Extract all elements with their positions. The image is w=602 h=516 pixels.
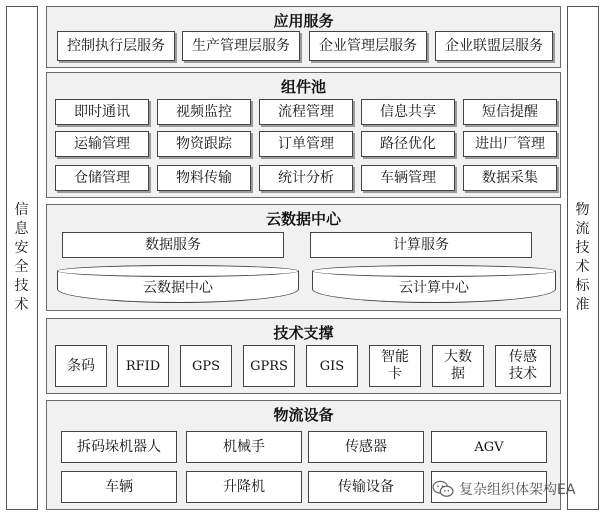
equipment-item: 拆码垛机器人 bbox=[61, 431, 177, 463]
watermark-text: 复杂组织体架构EA bbox=[459, 482, 576, 498]
app-service-item: 企业管理层服务 bbox=[309, 31, 427, 61]
side-label-char: 安 bbox=[14, 240, 30, 256]
tech-item: 智能 卡 bbox=[369, 345, 421, 387]
side-label-char: 标 bbox=[575, 278, 591, 294]
layer-application-services bbox=[46, 6, 561, 68]
side-label-char: 流 bbox=[575, 221, 591, 237]
layer-title: 云数据中心 bbox=[265, 210, 341, 228]
component-item: 即时通讯 bbox=[55, 99, 149, 125]
side-label-char: 技 bbox=[575, 240, 591, 256]
side-label-char: 技 bbox=[14, 278, 30, 294]
component-item: 路径优化 bbox=[361, 131, 455, 157]
tech-item: GPRS bbox=[243, 345, 295, 387]
cylinder-label: 云计算中心 bbox=[399, 279, 469, 296]
left-panel-info-security bbox=[6, 6, 38, 510]
tech-item: GIS bbox=[306, 345, 358, 387]
component-item: 物料传输 bbox=[157, 165, 251, 191]
tech-item: 大数 据 bbox=[432, 345, 484, 387]
layer-cloud-data-center bbox=[46, 204, 561, 311]
app-service-item: 企业联盟层服务 bbox=[435, 31, 553, 61]
side-label-char: 术 bbox=[14, 297, 30, 313]
component-item: 流程管理 bbox=[259, 99, 353, 125]
component-item: 仓储管理 bbox=[55, 165, 149, 191]
component-item: 物资跟踪 bbox=[157, 131, 251, 157]
tech-item: 传感 技术 bbox=[495, 345, 551, 387]
component-item: 运输管理 bbox=[55, 131, 149, 157]
layer-title: 技术支撑 bbox=[273, 324, 334, 342]
side-label-char: 准 bbox=[575, 297, 591, 313]
equipment-item: AGV bbox=[431, 431, 547, 463]
layer-technical-support bbox=[46, 318, 561, 394]
left-panel-label bbox=[7, 201, 37, 315]
equipment-item: 车辆 bbox=[61, 471, 177, 503]
compute-service-box: 计算服务 bbox=[310, 232, 532, 258]
cylinder-label: 云数据中心 bbox=[143, 279, 213, 296]
tech-item: RFID bbox=[117, 345, 169, 387]
layer-component-pool bbox=[46, 72, 561, 198]
right-panel-label bbox=[568, 201, 598, 315]
layer-title: 应用服务 bbox=[273, 12, 334, 30]
component-item: 数据采集 bbox=[463, 165, 557, 191]
side-label-char: 全 bbox=[14, 259, 30, 275]
equipment-item: 机械手 bbox=[186, 431, 302, 463]
tech-item: 条码 bbox=[55, 345, 107, 387]
equipment-item: 升降机 bbox=[186, 471, 302, 503]
wechat-icon bbox=[432, 480, 454, 498]
layer-title: 物流设备 bbox=[273, 406, 334, 424]
equipment-item: 传输设备 bbox=[308, 471, 424, 503]
component-item: 车辆管理 bbox=[361, 165, 455, 191]
cylinder-top bbox=[312, 265, 556, 277]
app-service-item: 生产管理层服务 bbox=[182, 31, 300, 61]
side-label-char: 信 bbox=[14, 202, 30, 218]
app-service-item: 控制执行层服务 bbox=[57, 31, 175, 61]
side-label-char: 物 bbox=[575, 202, 591, 218]
right-panel-logistics-standards bbox=[567, 6, 599, 510]
data-service-box: 数据服务 bbox=[62, 232, 284, 258]
side-label-char: 息 bbox=[14, 221, 30, 237]
component-item: 信息共享 bbox=[361, 99, 455, 125]
layer-title: 组件池 bbox=[280, 78, 326, 96]
component-item: 进出厂管理 bbox=[463, 131, 557, 157]
tech-item: GPS bbox=[180, 345, 232, 387]
watermark bbox=[432, 478, 575, 500]
component-item: 短信提醒 bbox=[463, 99, 557, 125]
component-item: 统计分析 bbox=[259, 165, 353, 191]
component-item: 订单管理 bbox=[259, 131, 353, 157]
cylinder-top bbox=[57, 265, 299, 277]
component-item: 视频监控 bbox=[157, 99, 251, 125]
equipment-item: 传感器 bbox=[308, 431, 424, 463]
side-label-char: 术 bbox=[575, 259, 591, 275]
